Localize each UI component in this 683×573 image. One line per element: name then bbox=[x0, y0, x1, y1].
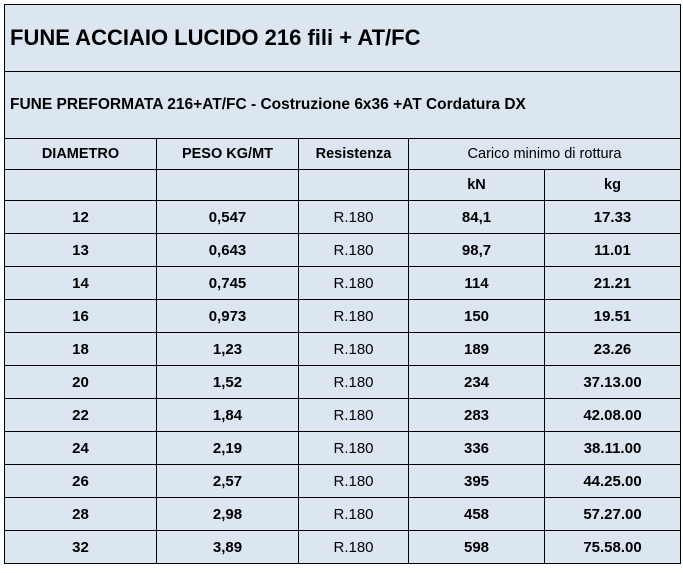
table-title: FUNE ACCIAIO LUCIDO 216 fili + AT/FC bbox=[5, 5, 681, 72]
table-row bbox=[5, 234, 681, 267]
cell-diametro: 22 bbox=[5, 399, 157, 432]
cell-diametro: 20 bbox=[5, 366, 157, 399]
cell-kn: 395 bbox=[409, 465, 545, 498]
wire-rope-table bbox=[4, 4, 681, 564]
cell-resistenza: R.180 bbox=[299, 399, 409, 432]
cell-kg: 38.11.00 bbox=[545, 432, 681, 465]
cell-kn: 234 bbox=[409, 366, 545, 399]
cell-kg: 44.25.00 bbox=[545, 465, 681, 498]
cell-diametro: 18 bbox=[5, 333, 157, 366]
header-kg: kg bbox=[545, 170, 681, 201]
cell-diametro: 16 bbox=[5, 300, 157, 333]
header-resistenza-empty bbox=[299, 170, 409, 201]
cell-kg: 57.27.00 bbox=[545, 498, 681, 531]
cell-kn: 98,7 bbox=[409, 234, 545, 267]
cell-peso: 2,19 bbox=[157, 432, 299, 465]
cell-kg: 21.21 bbox=[545, 267, 681, 300]
cell-resistenza: R.180 bbox=[299, 498, 409, 531]
cell-diametro: 12 bbox=[5, 201, 157, 234]
cell-peso: 1,52 bbox=[157, 366, 299, 399]
header-kn: kN bbox=[409, 170, 545, 201]
cell-kn: 458 bbox=[409, 498, 545, 531]
cell-resistenza: R.180 bbox=[299, 432, 409, 465]
table-row bbox=[5, 432, 681, 465]
cell-kg: 75.58.00 bbox=[545, 531, 681, 564]
cell-peso: 0,745 bbox=[157, 267, 299, 300]
header-diametro-empty bbox=[5, 170, 157, 201]
cell-kg: 37.13.00 bbox=[545, 366, 681, 399]
cell-resistenza: R.180 bbox=[299, 465, 409, 498]
table-row bbox=[5, 465, 681, 498]
cell-diametro: 24 bbox=[5, 432, 157, 465]
table-row bbox=[5, 531, 681, 564]
header-carico-minimo: Carico minimo di rottura bbox=[409, 139, 681, 170]
header-peso: PESO KG/MT bbox=[157, 139, 299, 170]
table-subtitle: FUNE PREFORMATA 216+AT/FC - Costruzione 6x36 +AT Cordatura DX bbox=[5, 72, 681, 139]
cell-diametro: 32 bbox=[5, 531, 157, 564]
table-row bbox=[5, 498, 681, 531]
cell-kg: 17.33 bbox=[545, 201, 681, 234]
cell-kn: 150 bbox=[409, 300, 545, 333]
table-row bbox=[5, 399, 681, 432]
cell-peso: 0,973 bbox=[157, 300, 299, 333]
cell-kg: 23.26 bbox=[545, 333, 681, 366]
table-row bbox=[5, 267, 681, 300]
cell-peso: 2,98 bbox=[157, 498, 299, 531]
cell-diametro: 14 bbox=[5, 267, 157, 300]
cell-kn: 84,1 bbox=[409, 201, 545, 234]
cell-resistenza: R.180 bbox=[299, 531, 409, 564]
table-row bbox=[5, 366, 681, 399]
cell-resistenza: R.180 bbox=[299, 333, 409, 366]
cell-diametro: 28 bbox=[5, 498, 157, 531]
cell-resistenza: R.180 bbox=[299, 300, 409, 333]
cell-peso: 0,547 bbox=[157, 201, 299, 234]
spec-sheet bbox=[4, 4, 680, 564]
table-row bbox=[5, 201, 681, 234]
cell-diametro: 13 bbox=[5, 234, 157, 267]
header-peso-empty bbox=[157, 170, 299, 201]
cell-peso: 1,84 bbox=[157, 399, 299, 432]
header-resistenza: Resistenza bbox=[299, 139, 409, 170]
cell-resistenza: R.180 bbox=[299, 234, 409, 267]
cell-kn: 336 bbox=[409, 432, 545, 465]
cell-resistenza: R.180 bbox=[299, 366, 409, 399]
cell-kg: 11.01 bbox=[545, 234, 681, 267]
cell-kn: 283 bbox=[409, 399, 545, 432]
table-row bbox=[5, 300, 681, 333]
cell-peso: 1,23 bbox=[157, 333, 299, 366]
cell-peso: 0,643 bbox=[157, 234, 299, 267]
cell-kn: 189 bbox=[409, 333, 545, 366]
cell-kg: 42.08.00 bbox=[545, 399, 681, 432]
cell-resistenza: R.180 bbox=[299, 201, 409, 234]
table-row bbox=[5, 333, 681, 366]
cell-diametro: 26 bbox=[5, 465, 157, 498]
cell-kn: 598 bbox=[409, 531, 545, 564]
cell-peso: 2,57 bbox=[157, 465, 299, 498]
header-diametro: DIAMETRO bbox=[5, 139, 157, 170]
cell-kn: 114 bbox=[409, 267, 545, 300]
cell-peso: 3,89 bbox=[157, 531, 299, 564]
cell-kg: 19.51 bbox=[545, 300, 681, 333]
cell-resistenza: R.180 bbox=[299, 267, 409, 300]
